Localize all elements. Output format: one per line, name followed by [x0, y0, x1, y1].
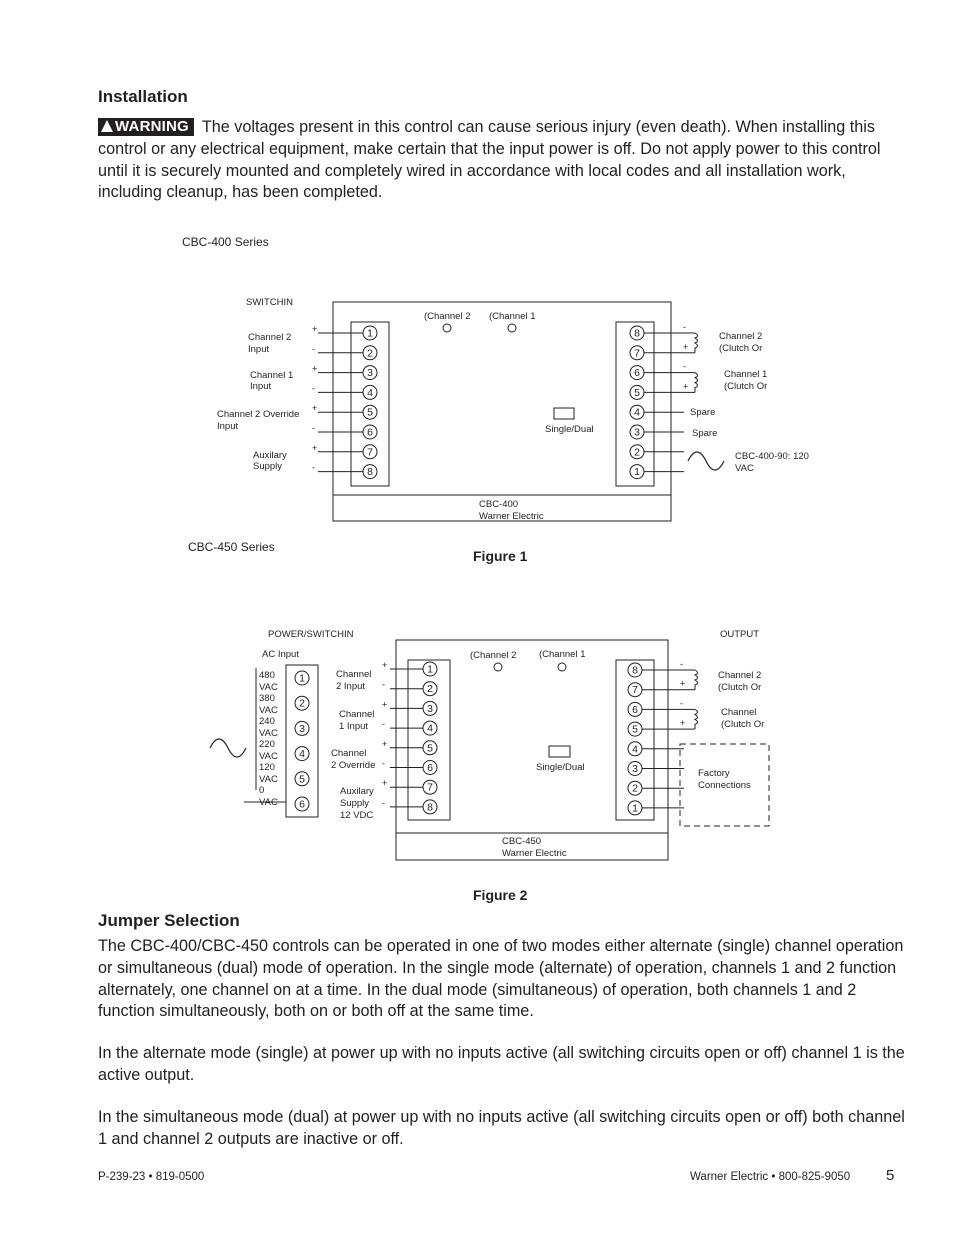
fig2-ac-input-label: AC Input	[262, 649, 299, 660]
fig1-channel2-led	[443, 324, 451, 332]
fig2-voltage-value: 0	[259, 785, 265, 796]
fig1-left-polarity: +	[312, 324, 318, 334]
fig2-input-override-l2: 2 Override	[331, 760, 376, 771]
fig1-left-polarity: +	[312, 363, 318, 374]
fig1-left-terminal-number: 4	[367, 386, 373, 399]
warning-text: The voltages present in this control can cause serious injury (even death). When installing this control or any electrical equipment, make certain that the input power is off. Do not apply power to this control until it is securely mounted and completely wired in accordance with local codes and all installation work, including cleanup, has been completed.	[98, 118, 881, 202]
fig2-coil-icon	[695, 709, 698, 729]
warning-paragraph	[98, 117, 913, 204]
fig1-controller-box	[333, 302, 671, 521]
fig2-left-polarity: +	[382, 778, 388, 789]
fig2-ac-terminal-number: 6	[299, 798, 305, 811]
fig2-ac-terminal-number: 3	[299, 722, 305, 735]
fig2-voltage-unit: VAC	[259, 751, 278, 762]
fig2-left-terminal-number: 7	[427, 781, 433, 794]
fig1-coil-icon	[695, 373, 698, 393]
fig1-right-terminal-number: 2	[634, 446, 640, 459]
fig1-left-polarity: +	[312, 442, 318, 453]
fig1-left-terminal-number: 8	[367, 466, 373, 479]
fig1-output-ch1-l1: Channel 1	[724, 369, 768, 380]
fig2-output-ch1-l2: (Clutch Or	[721, 719, 765, 730]
fig2-channel1-led	[558, 663, 566, 671]
fig2-ac-terminal-number: 2	[299, 697, 305, 710]
figure1-caption: Figure 1	[473, 548, 528, 564]
fig1-input-override-l1: Channel 2 Override	[217, 409, 300, 420]
fig2-voltage-unit: VAC	[259, 728, 278, 739]
fig1-right-terminal-number: 1	[634, 466, 640, 479]
fig2-left-polarity: -	[382, 679, 385, 690]
fig2-factory-l2: Connections	[698, 780, 751, 791]
fig2-output-label: OUTPUT	[720, 629, 760, 640]
fig1-output-ch2-l1: Channel 2	[719, 331, 763, 342]
fig2-voltage-unit: VAC	[259, 774, 278, 785]
fig1-right-polarity: -	[683, 322, 686, 332]
jumper-paragraph-2: In the alternate mode (single) at power up with no inputs active (all switching circuits open or off) channel 1 is the active output.	[98, 1044, 905, 1084]
fig2-maker: Warner Electric	[502, 848, 567, 859]
fig2-factory-l1: Factory	[698, 768, 730, 779]
footer-contact: Warner Electric • 800-825-9050	[690, 1171, 851, 1183]
fig1-left-polarity: -	[312, 462, 315, 473]
fig1-ac-line1: CBC-400-90: 120	[735, 451, 809, 462]
fig1-left-polarity: -	[312, 423, 315, 433]
fig2-left-polarity: +	[382, 660, 388, 670]
fig1-switch-label: SWITCHIN	[246, 297, 293, 308]
page-number: 5	[886, 1167, 895, 1184]
fig2-left-terminal-number: 6	[427, 762, 433, 774]
fig2-ac-sine-icon	[210, 739, 246, 757]
fig1-channel1-led-label: (Channel 1	[489, 311, 536, 322]
fig1-left-terminal-number: 3	[367, 367, 373, 380]
fig2-channel1-led-label: (Channel 1	[539, 649, 586, 660]
fig1-right-terminal-number: 8	[634, 327, 640, 340]
fig2-right-terminal-number: 8	[632, 664, 638, 677]
fig2-input-ch1-l1: Channel	[339, 709, 375, 720]
footer-part-number: P-239-23 • 819-0500	[98, 1171, 205, 1183]
fig1-left-polarity: -	[312, 383, 315, 394]
figure1-diagram	[0, 230, 954, 570]
fig2-voltage-value: 480	[259, 670, 275, 681]
jumper-heading: Jumper Selection	[98, 911, 240, 930]
fig2-left-polarity: -	[382, 719, 385, 730]
fig1-jumper-label: Single/Dual	[545, 424, 594, 435]
fig1-left-terminal-number: 6	[367, 426, 373, 439]
fig2-left-terminal-number: 3	[427, 702, 433, 715]
fig1-input-ch1-l1: Channel 1	[250, 370, 294, 381]
fig2-voltage-value: 120	[259, 762, 275, 773]
fig1-series-label: CBC-400 Series	[182, 235, 269, 249]
fig1-input-ch2-l1: Channel 2	[248, 332, 292, 343]
fig2-right-terminal-number: 7	[632, 684, 638, 697]
fig2-channel2-led-label: (Channel 2	[470, 650, 517, 661]
jumper-paragraph-1: The CBC-400/CBC-450 controls can be operated in one of two modes either alternate (single) channel operation or simultaneous (dual) mode of operation. In the single mode (alternate) of operation, channels 1 and 2 function alternately, one channel on at a time. In the dual mode (simultaneous) of operation, both channels 1 and 2 function simultaneously, both on or both off at the same time.	[98, 937, 904, 1021]
warning-badge	[98, 118, 194, 136]
fig2-input-aux-l1: Auxilary	[340, 786, 374, 797]
fig1-left-terminal-number: 7	[367, 446, 373, 459]
fig2-output-ch1-l1: Channel	[721, 707, 757, 718]
fig2-right-terminal-number: 5	[632, 723, 638, 736]
fig2-output-ch2-l2: (Clutch Or	[718, 682, 762, 693]
fig1-model: CBC-400	[479, 499, 519, 510]
warning-label: WARNING	[115, 118, 189, 135]
fig1-right-polarity: -	[683, 361, 686, 372]
fig1-ac-sine-icon	[688, 452, 724, 470]
fig1-channel1-led	[508, 324, 516, 332]
fig1-channel2-led-label: (Channel 2	[424, 311, 471, 322]
fig1-left-terminal-number: 5	[367, 406, 373, 419]
fig2-voltage-unit: VAC	[259, 682, 278, 693]
fig1-right-terminal-number: 4	[634, 406, 640, 419]
fig1-input-override-l2: Input	[217, 421, 239, 432]
fig2-left-terminal-number: 2	[427, 683, 433, 696]
fig1-input-ch1-l2: Input	[250, 381, 272, 392]
fig2-right-polarity: -	[680, 659, 683, 669]
fig1-right-terminal-number: 5	[634, 386, 640, 399]
fig2-voltage-value: 240	[259, 716, 275, 727]
fig1-output-ch1-l2: (Clutch Or	[724, 381, 768, 392]
fig2-input-ch1-l2: 1 Input	[339, 721, 369, 732]
fig2-right-terminal-number: 6	[632, 703, 638, 716]
fig1-coil-icon	[695, 333, 698, 353]
fig2-input-ch2-l1: Channel	[336, 669, 372, 680]
fig1-right-polarity: +	[683, 381, 689, 392]
fig1-maker: Warner Electric	[479, 511, 544, 522]
fig2-power-label: POWER/SWITCHIN	[268, 629, 354, 640]
jumper-paragraph-3: In the simultaneous mode (dual) at power up with no inputs active (all switching circuits open or off) both channel 1 and channel 2 outputs are inactive or off.	[98, 1108, 905, 1148]
warning-triangle-icon	[101, 120, 113, 132]
fig1-ac-line2: VAC	[735, 463, 754, 474]
fig2-input-aux-l3: 12 VDC	[340, 810, 374, 821]
fig1-spare1: Spare	[690, 407, 716, 418]
fig2-left-polarity: +	[382, 738, 388, 749]
fig2-channel2-led	[494, 663, 502, 671]
fig2-ac-terminal-number: 4	[299, 748, 305, 761]
fig2-voltage-unit: VAC	[259, 705, 278, 716]
fig1-right-terminal-number: 7	[634, 347, 640, 360]
fig2-jumper	[549, 746, 570, 757]
fig2-left-terminal-number: 5	[427, 742, 433, 755]
fig2-input-aux-l2: Supply	[340, 798, 370, 809]
fig1-next-series-label: CBC-450 Series	[188, 540, 275, 554]
fig2-left-terminal-number: 8	[427, 801, 433, 814]
fig2-right-terminal-number: 4	[632, 743, 638, 756]
fig2-left-polarity: +	[382, 699, 388, 710]
fig2-output-ch2-l1: Channel 2	[718, 670, 762, 681]
fig2-left-terminal-number: 4	[427, 722, 433, 735]
fig2-voltage-unit: VAC	[259, 797, 278, 808]
fig2-left-polarity: -	[382, 797, 385, 808]
fig1-left-terminal-number: 1	[367, 327, 373, 340]
fig1-right-terminal-number: 3	[634, 426, 640, 439]
fig2-ac-terminal-number: 1	[299, 672, 305, 685]
fig2-right-terminal-number: 3	[632, 763, 638, 775]
fig1-left-polarity: -	[312, 343, 315, 354]
fig2-right-polarity: +	[680, 718, 686, 729]
fig2-right-terminal-number: 1	[632, 802, 638, 815]
fig1-left-polarity: +	[312, 403, 318, 414]
fig1-spare2: Spare	[692, 428, 718, 439]
fig2-input-override-l1: Channel	[331, 748, 367, 759]
fig2-voltage-value: 380	[259, 693, 275, 704]
fig1-input-aux-l2: Supply	[253, 461, 283, 472]
installation-heading: Installation	[98, 87, 188, 106]
fig2-coil-icon	[695, 670, 698, 690]
figure2-diagram	[0, 620, 954, 870]
fig1-right-terminal-number: 6	[634, 367, 640, 380]
fig2-model: CBC-450	[502, 836, 542, 847]
fig2-right-polarity: +	[680, 678, 686, 689]
fig2-left-polarity: -	[382, 758, 385, 769]
fig2-ac-terminal-number: 5	[299, 773, 305, 786]
fig2-ac-terminal-strip	[286, 665, 318, 817]
fig1-input-ch2-l2: Input	[248, 344, 270, 355]
fig2-left-terminal-number: 1	[427, 663, 433, 676]
fig2-input-ch2-l2: 2 Input	[336, 681, 366, 692]
fig1-left-terminal-number: 2	[367, 347, 373, 360]
fig1-output-ch2-l2: (Clutch Or	[719, 343, 763, 354]
fig2-right-terminal-number: 2	[632, 782, 638, 795]
fig2-voltage-value: 220	[259, 739, 275, 750]
fig1-right-polarity: +	[683, 341, 689, 352]
fig2-right-polarity: -	[680, 698, 683, 709]
fig2-jumper-label: Single/Dual	[536, 762, 585, 773]
fig1-input-aux-l1: Auxilary	[253, 450, 287, 461]
fig1-jumper	[554, 408, 574, 419]
figure2-caption: Figure 2	[473, 887, 528, 903]
